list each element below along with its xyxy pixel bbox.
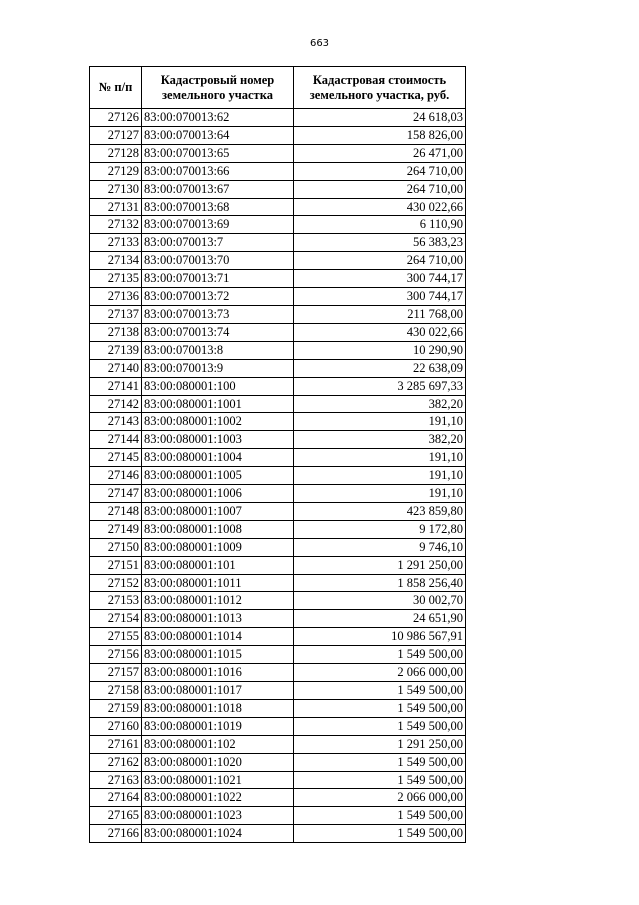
cadastral-number-cell: 83:00:080001:100 [142, 377, 294, 395]
table-row [90, 592, 466, 610]
row-number-cell: 27164 [90, 789, 142, 807]
cadastral-value-cell: 22 638,09 [294, 359, 466, 377]
table-row [90, 449, 466, 467]
cadastral-number-cell: 83:00:070013:70 [142, 252, 294, 270]
header-cadastral-value: Кадастровая стоимость земельного участка, руб. [294, 67, 466, 109]
cadastral-number-cell: 83:00:080001:1013 [142, 610, 294, 628]
cadastral-number-cell: 83:00:080001:1001 [142, 395, 294, 413]
row-number-cell: 27126 [90, 109, 142, 127]
cadastral-number-cell: 83:00:070013:64 [142, 126, 294, 144]
cadastral-value-cell: 264 710,00 [294, 180, 466, 198]
cadastral-value-cell: 56 383,23 [294, 234, 466, 252]
cadastral-value-cell: 211 768,00 [294, 305, 466, 323]
row-number-cell: 27128 [90, 144, 142, 162]
cadastral-number-cell: 83:00:070013:8 [142, 341, 294, 359]
table-row [90, 753, 466, 771]
row-number-cell: 27133 [90, 234, 142, 252]
cadastral-value-cell: 1 549 500,00 [294, 646, 466, 664]
row-number-cell: 27127 [90, 126, 142, 144]
row-number-cell: 27163 [90, 771, 142, 789]
table-row [90, 162, 466, 180]
cadastral-value-cell: 10 986 567,91 [294, 628, 466, 646]
cadastral-value-table [89, 66, 466, 843]
table-row [90, 664, 466, 682]
row-number-cell: 27136 [90, 288, 142, 306]
cadastral-value-cell: 9 746,10 [294, 538, 466, 556]
cadastral-value-cell: 191,10 [294, 467, 466, 485]
cadastral-number-cell: 83:00:070013:9 [142, 359, 294, 377]
table-row [90, 198, 466, 216]
row-number-cell: 27135 [90, 270, 142, 288]
header-cadastral-number: Кадастровый номер земельного участка [142, 67, 294, 109]
table-row [90, 520, 466, 538]
cadastral-value-cell: 300 744,17 [294, 270, 466, 288]
table-row [90, 538, 466, 556]
table-row [90, 717, 466, 735]
row-number-cell: 27147 [90, 485, 142, 503]
table-header-row [90, 67, 466, 109]
row-number-cell: 27138 [90, 323, 142, 341]
row-number-cell: 27152 [90, 574, 142, 592]
cadastral-value-cell: 423 859,80 [294, 502, 466, 520]
cadastral-number-cell: 83:00:080001:1020 [142, 753, 294, 771]
cadastral-number-cell: 83:00:080001:1012 [142, 592, 294, 610]
cadastral-number-cell: 83:00:070013:65 [142, 144, 294, 162]
cadastral-value-cell: 2 066 000,00 [294, 664, 466, 682]
cadastral-number-cell: 83:00:070013:66 [142, 162, 294, 180]
cadastral-number-cell: 83:00:080001:1011 [142, 574, 294, 592]
table-row [90, 574, 466, 592]
cadastral-value-cell: 1 858 256,40 [294, 574, 466, 592]
table-row [90, 305, 466, 323]
cadastral-number-cell: 83:00:070013:73 [142, 305, 294, 323]
table-row [90, 735, 466, 753]
row-number-cell: 27154 [90, 610, 142, 628]
cadastral-value-cell: 1 549 500,00 [294, 682, 466, 700]
cadastral-number-cell: 83:00:080001:1007 [142, 502, 294, 520]
cadastral-value-cell: 6 110,90 [294, 216, 466, 234]
row-number-cell: 27134 [90, 252, 142, 270]
table-row [90, 771, 466, 789]
cadastral-value-cell: 191,10 [294, 485, 466, 503]
row-number-cell: 27132 [90, 216, 142, 234]
table-row [90, 359, 466, 377]
table-row [90, 323, 466, 341]
table-row [90, 377, 466, 395]
cadastral-value-cell: 1 549 500,00 [294, 825, 466, 843]
cadastral-value-cell: 26 471,00 [294, 144, 466, 162]
cadastral-number-cell: 83:00:080001:1008 [142, 520, 294, 538]
cadastral-value-cell: 2 066 000,00 [294, 789, 466, 807]
table-row [90, 628, 466, 646]
table-row [90, 467, 466, 485]
row-number-cell: 27142 [90, 395, 142, 413]
cadastral-number-cell: 83:00:070013:72 [142, 288, 294, 306]
row-number-cell: 27156 [90, 646, 142, 664]
cadastral-value-cell: 191,10 [294, 449, 466, 467]
cadastral-number-cell: 83:00:080001:1021 [142, 771, 294, 789]
row-number-cell: 27151 [90, 556, 142, 574]
table-row [90, 431, 466, 449]
table-row [90, 252, 466, 270]
cadastral-value-cell: 1 549 500,00 [294, 753, 466, 771]
cadastral-number-cell: 83:00:080001:1024 [142, 825, 294, 843]
cadastral-value-cell: 1 291 250,00 [294, 556, 466, 574]
table-row [90, 288, 466, 306]
cadastral-value-cell: 24 651,90 [294, 610, 466, 628]
row-number-cell: 27161 [90, 735, 142, 753]
row-number-cell: 27155 [90, 628, 142, 646]
row-number-cell: 27137 [90, 305, 142, 323]
cadastral-value-cell: 1 291 250,00 [294, 735, 466, 753]
cadastral-number-cell: 83:00:080001:1009 [142, 538, 294, 556]
cadastral-number-cell: 83:00:080001:1018 [142, 699, 294, 717]
cadastral-value-cell: 264 710,00 [294, 252, 466, 270]
cadastral-value-cell: 9 172,80 [294, 520, 466, 538]
row-number-cell: 27146 [90, 467, 142, 485]
table-row [90, 485, 466, 503]
row-number-cell: 27157 [90, 664, 142, 682]
cadastral-number-cell: 83:00:080001:1017 [142, 682, 294, 700]
table-row [90, 807, 466, 825]
cadastral-value-cell: 10 290,90 [294, 341, 466, 359]
cadastral-value-cell: 1 549 500,00 [294, 771, 466, 789]
row-number-cell: 27149 [90, 520, 142, 538]
table-row [90, 270, 466, 288]
row-number-cell: 27165 [90, 807, 142, 825]
cadastral-value-cell: 158 826,00 [294, 126, 466, 144]
row-number-cell: 27130 [90, 180, 142, 198]
cadastral-number-cell: 83:00:080001:101 [142, 556, 294, 574]
page-number: 663 [309, 38, 330, 49]
table-row [90, 109, 466, 127]
table-row [90, 789, 466, 807]
cadastral-number-cell: 83:00:070013:7 [142, 234, 294, 252]
row-number-cell: 27144 [90, 431, 142, 449]
cadastral-number-cell: 83:00:080001:1016 [142, 664, 294, 682]
table-row [90, 413, 466, 431]
table-row [90, 341, 466, 359]
table-row [90, 144, 466, 162]
cadastral-number-cell: 83:00:070013:67 [142, 180, 294, 198]
cadastral-number-cell: 83:00:080001:1004 [142, 449, 294, 467]
cadastral-value-cell: 1 549 500,00 [294, 699, 466, 717]
table-row [90, 610, 466, 628]
table-row [90, 395, 466, 413]
cadastral-number-cell: 83:00:070013:62 [142, 109, 294, 127]
table-row [90, 682, 466, 700]
row-number-cell: 27150 [90, 538, 142, 556]
cadastral-number-cell: 83:00:080001:1022 [142, 789, 294, 807]
row-number-cell: 27140 [90, 359, 142, 377]
cadastral-number-cell: 83:00:080001:1015 [142, 646, 294, 664]
cadastral-value-cell: 1 549 500,00 [294, 807, 466, 825]
row-number-cell: 27159 [90, 699, 142, 717]
header-row-number: № п/п [90, 67, 142, 109]
cadastral-value-cell: 24 618,03 [294, 109, 466, 127]
cadastral-number-cell: 83:00:080001:102 [142, 735, 294, 753]
cadastral-number-cell: 83:00:080001:1019 [142, 717, 294, 735]
cadastral-number-cell: 83:00:070013:71 [142, 270, 294, 288]
cadastral-value-cell: 264 710,00 [294, 162, 466, 180]
table-row [90, 216, 466, 234]
cadastral-value-cell: 1 549 500,00 [294, 717, 466, 735]
cadastral-number-cell: 83:00:070013:74 [142, 323, 294, 341]
cadastral-value-cell: 382,20 [294, 431, 466, 449]
table-row [90, 556, 466, 574]
row-number-cell: 27162 [90, 753, 142, 771]
cadastral-number-cell: 83:00:080001:1023 [142, 807, 294, 825]
cadastral-number-cell: 83:00:070013:68 [142, 198, 294, 216]
table-row [90, 234, 466, 252]
cadastral-value-cell: 382,20 [294, 395, 466, 413]
row-number-cell: 27143 [90, 413, 142, 431]
table-row [90, 825, 466, 843]
row-number-cell: 27158 [90, 682, 142, 700]
cadastral-value-cell: 3 285 697,33 [294, 377, 466, 395]
row-number-cell: 27153 [90, 592, 142, 610]
cadastral-number-cell: 83:00:080001:1002 [142, 413, 294, 431]
cadastral-number-cell: 83:00:070013:69 [142, 216, 294, 234]
table-row [90, 502, 466, 520]
row-number-cell: 27131 [90, 198, 142, 216]
row-number-cell: 27139 [90, 341, 142, 359]
cadastral-number-cell: 83:00:080001:1006 [142, 485, 294, 503]
table-row [90, 126, 466, 144]
table-row [90, 180, 466, 198]
cadastral-value-cell: 430 022,66 [294, 198, 466, 216]
row-number-cell: 27145 [90, 449, 142, 467]
cadastral-number-cell: 83:00:080001:1003 [142, 431, 294, 449]
cadastral-value-cell: 30 002,70 [294, 592, 466, 610]
cadastral-value-cell: 191,10 [294, 413, 466, 431]
cadastral-number-cell: 83:00:080001:1005 [142, 467, 294, 485]
table-row [90, 699, 466, 717]
row-number-cell: 27166 [90, 825, 142, 843]
table-row [90, 646, 466, 664]
cadastral-value-cell: 300 744,17 [294, 288, 466, 306]
row-number-cell: 27148 [90, 502, 142, 520]
table-body [90, 109, 466, 843]
row-number-cell: 27129 [90, 162, 142, 180]
cadastral-value-cell: 430 022,66 [294, 323, 466, 341]
row-number-cell: 27160 [90, 717, 142, 735]
row-number-cell: 27141 [90, 377, 142, 395]
cadastral-number-cell: 83:00:080001:1014 [142, 628, 294, 646]
